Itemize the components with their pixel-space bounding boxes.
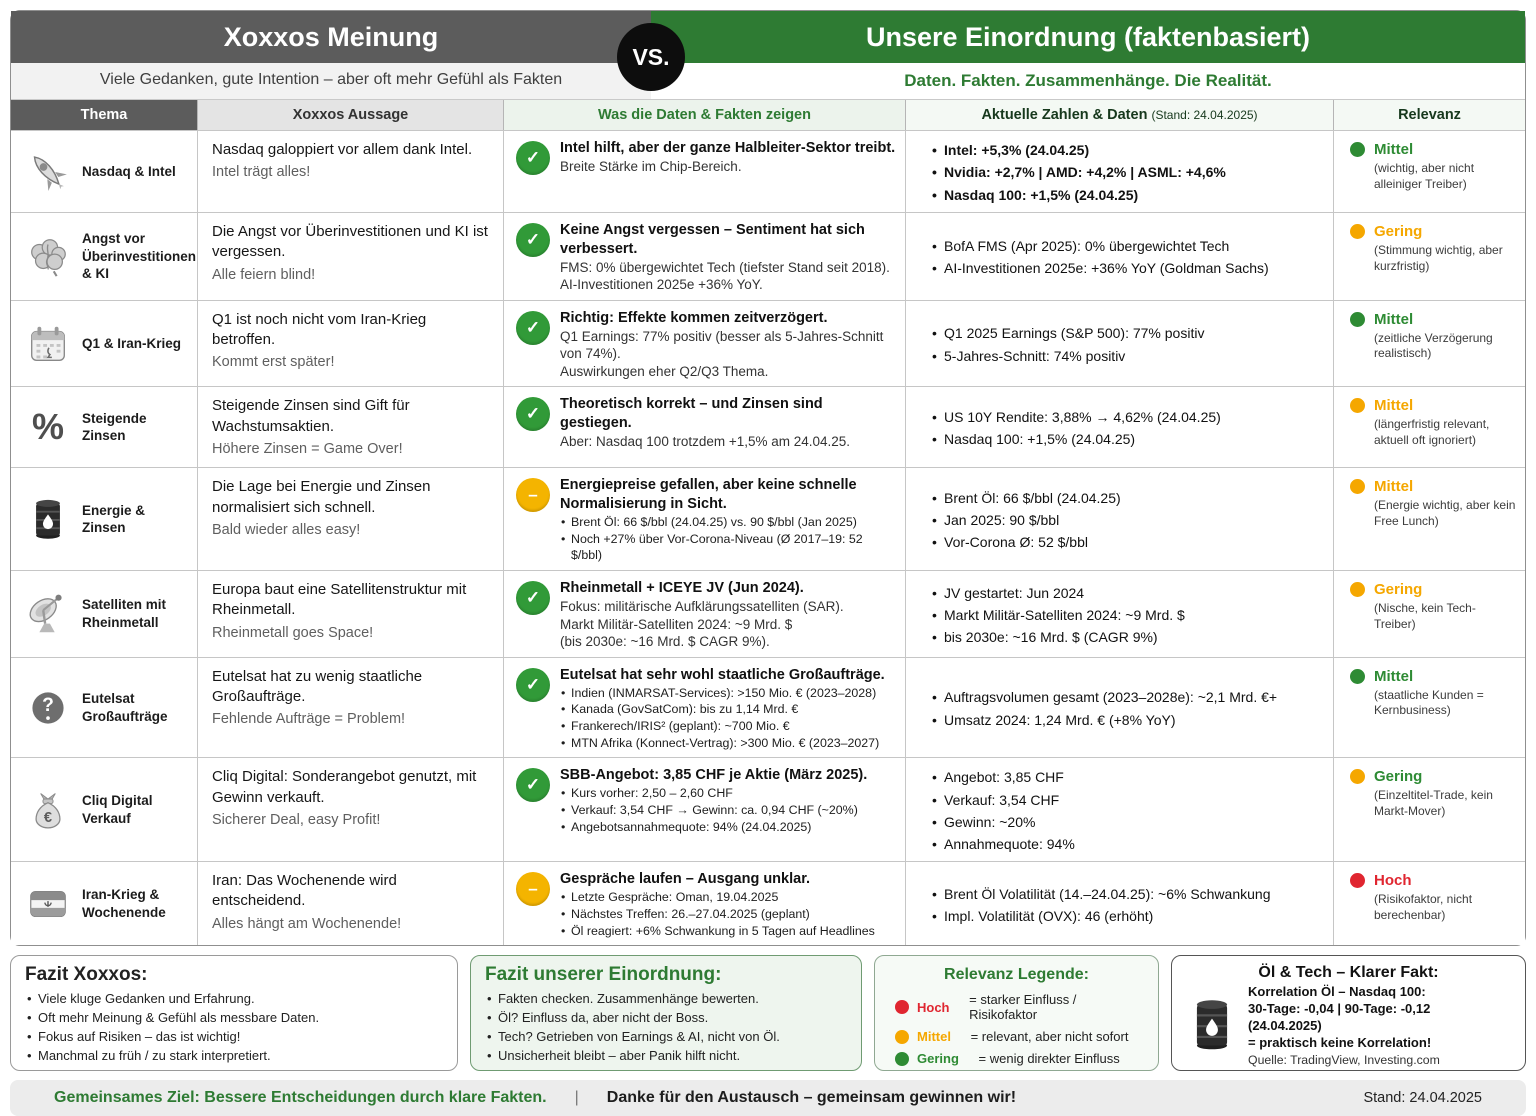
- fazit-bullet: • Fakten checken. Zusammenhänge bewerten.: [485, 990, 847, 1009]
- topic-label: Q1 & Iran-Krieg: [82, 335, 182, 351]
- legend-item: [895, 1051, 1144, 1066]
- topic-label: Energie & Zinsen: [82, 502, 146, 536]
- relevance-dot: [1350, 669, 1365, 684]
- check-icon: [516, 223, 550, 257]
- col-header-zahlen-note: (Stand: 24.04.2025): [1151, 108, 1258, 122]
- relevance-dot: [1350, 769, 1365, 784]
- satellite-dish-icon: [23, 589, 73, 639]
- oil-fact-line: = praktisch keine Korrelation!: [1248, 1034, 1432, 1050]
- col-header-zahlen: [906, 100, 1334, 130]
- fact-item: • AI-Investitionen 2025e: +36% YoY (Goldman Sachs): [930, 259, 1325, 277]
- legend-item: [895, 1029, 1144, 1044]
- rocket-icon: [23, 147, 73, 197]
- legend-desc: = starker Einfluss / Risikofaktor: [969, 992, 1077, 1023]
- facts-cell: [906, 468, 1334, 570]
- fact-item: • Jan 2025: 90 $/bbl: [930, 511, 1325, 529]
- verdict-sub: (bis 2030e: ~16 Mrd. $ CAGR 9%).: [560, 634, 770, 650]
- facts-cell: [906, 571, 1334, 656]
- status-glyph: ✓: [525, 317, 541, 337]
- claim-tagline: Alle feiern blind!: [212, 266, 316, 283]
- verdict-bullet: • Letzte Gespräche: Oman, 19.04.2025: [560, 889, 875, 906]
- svg-text:?: ?: [42, 694, 54, 716]
- topic-label: Iran-Krieg & Wochenende: [82, 887, 166, 920]
- oil-barrel-icon: [1186, 996, 1238, 1057]
- relevance-note: (wichtig, aber nicht alleiniger Treiber): [1374, 161, 1475, 191]
- claim-tagline: Sicherer Deal, easy Profit!: [212, 811, 381, 828]
- verdict-bullet: • Angebotsannahmequote: 94% (24.04.2025): [560, 819, 867, 836]
- status-glyph: ✓: [525, 674, 541, 694]
- oil-fact-title: Öl & Tech – Klarer Fakt:: [1258, 964, 1439, 982]
- fazit-bullet: • Oft mehr Meinung & Gefühl als messbare Daten.: [25, 1009, 443, 1028]
- table-row: [11, 757, 1525, 861]
- relevance-dot: [1350, 398, 1365, 413]
- status-glyph: –: [528, 485, 538, 505]
- check-icon: [516, 668, 550, 702]
- table-row: [11, 570, 1525, 656]
- check-icon: [516, 768, 550, 802]
- fact-item: • US 10Y Rendite: 3,88% → 4,62% (24.04.25): [930, 408, 1325, 426]
- fazit-einordnung-box: [470, 955, 862, 1071]
- claim-tagline: Höhere Zinsen = Game Over!: [212, 440, 403, 457]
- check-icon: [516, 141, 550, 175]
- col-header-fakten: Was die Daten & Fakten zeigen: [504, 100, 906, 130]
- vs-badge: [617, 23, 685, 91]
- claim-tagline: Intel trägt alles!: [212, 164, 311, 181]
- relevance-level: Mittel: [1374, 310, 1414, 328]
- verdict-title: Gespräche laufen – Ausgang unklar.: [560, 871, 811, 888]
- claim-text: Nasdaq galoppiert vor allem dank Intel.: [212, 141, 473, 158]
- verdict-bullet: • Nächstes Treffen: 26.–27.04.2025 (geplant): [560, 906, 875, 923]
- legend-title: Relevanz Legende:: [944, 966, 1089, 984]
- verdict-sub: Markt Militär-Satelliten 2024: ~9 Mrd. $: [560, 616, 793, 632]
- bar-divider: |: [574, 1089, 579, 1107]
- facts-cell: [906, 387, 1334, 467]
- fact-item: • Markt Militär-Satelliten 2024: ~9 Mrd. $: [930, 606, 1325, 624]
- col-header-aussage: Xoxxos Aussage: [198, 100, 504, 130]
- fazit-bullet: • Öl? Einfluss da, aber nicht der Boss.: [485, 1009, 847, 1028]
- status-glyph: –: [528, 879, 538, 899]
- relevance-note: (längerfristig relevant, aktuell oft ignoriert): [1374, 417, 1490, 447]
- brain-icon: [23, 231, 73, 281]
- fact-item: • 5-Jahres-Schnitt: 74% positiv: [930, 347, 1325, 365]
- verdict-title: Rheinmetall + ICEYE JV (Jun 2024).: [560, 580, 804, 597]
- left-title: Xoxxos Meinung: [11, 11, 651, 63]
- verdict-bullet: • Verkauf: 3,54 CHF → Gewinn: ca. 0,94 CHF (~20%): [560, 802, 867, 819]
- fact-item: • Vor-Corona Ø: 52 $/bbl: [930, 533, 1325, 551]
- fact-item: • Nasdaq 100: +1,5% (24.04.25): [930, 430, 1325, 448]
- facts-cell: [906, 301, 1334, 386]
- fact-item: • Brent Öl Volatilität (14.–24.04.25): ~6% Schwankung: [930, 885, 1325, 903]
- verdict-title: SBB-Angebot: 3,85 CHF je Aktie (März 2025).: [560, 767, 868, 784]
- check-icon: [516, 397, 550, 431]
- fact-item: • bis 2030e: ~16 Mrd. $ (CAGR 9%): [930, 628, 1325, 646]
- verdict-title: Richtig: Effekte kommen zeitverzögert.: [560, 309, 828, 326]
- verdict-bullet: • Öl reagiert: +6% Schwankung in 5 Tagen auf Headlines: [560, 923, 875, 940]
- status-glyph: ✓: [525, 775, 541, 795]
- relevance-dot: [1350, 142, 1365, 157]
- stand-date: Stand: 24.04.2025: [1363, 1090, 1482, 1107]
- fact-item: • Brent Öl: 66 $/bbl (24.04.25): [930, 489, 1325, 507]
- fazit-einordnung-title: Fazit unserer Einordnung:: [485, 964, 722, 986]
- facts-cell: [906, 131, 1334, 212]
- money-bag-icon: [23, 785, 73, 835]
- fact-item: • Gewinn: ~20%: [930, 813, 1325, 831]
- verdict-bullet: • Noch +27% über Vor-Corona-Niveau (Ø 2017–19: 52 $/bbl): [560, 531, 897, 564]
- topic-label: Eutelsat Großaufträge: [82, 691, 168, 724]
- verdict-sub: Fokus: militärische Aufklärungssatelliten (SAR).: [560, 599, 844, 615]
- table-row: [11, 386, 1525, 467]
- fact-item: • Verkauf: 3,54 CHF: [930, 791, 1325, 809]
- relevance-dot: [1350, 479, 1365, 494]
- minus-icon: [516, 478, 550, 512]
- topic-label: Cliq Digital Verkauf: [82, 793, 153, 826]
- calendar-icon: [23, 319, 73, 369]
- topic-label: Satelliten mit Rheinmetall: [82, 597, 167, 630]
- col-header-relevanz: Relevanz: [1334, 100, 1525, 130]
- claim-tagline: Alles hängt am Wochenende!: [212, 915, 402, 932]
- relevance-note: (Nische, kein Tech-Treiber): [1374, 601, 1476, 631]
- facts-cell: [906, 758, 1334, 861]
- legend-label: Gering: [917, 1051, 959, 1067]
- fact-item: • Annahmequote: 94%: [930, 835, 1325, 853]
- fact-item: • Auftragsvolumen gesamt (2023–2028e): ~2,1 Mrd. €+: [930, 688, 1325, 706]
- fazit-bullet: • Manchmal zu früh / zu stark interpretiert.: [25, 1047, 443, 1066]
- oil-fact-line: 30-Tage: -0,04 | 90-Tage: -0,12: [1248, 1001, 1431, 1017]
- fazit-bullet: • Tech? Getrieben von Earnings & AI, nicht von Öl.: [485, 1028, 847, 1047]
- verdict-sub: Breite Stärke im Chip-Bereich.: [560, 158, 742, 174]
- status-glyph: ✓: [525, 404, 541, 424]
- right-title: Unsere Einordnung (faktenbasiert): [651, 11, 1525, 63]
- relevance-note: (Stimmung wichtig, aber kurzfristig): [1374, 243, 1503, 273]
- col-header-zahlen-label: Aktuelle Zahlen & Daten: [981, 107, 1148, 123]
- verdict-sub: Auswirkungen eher Q2/Q3 Thema.: [560, 363, 769, 379]
- table-row: [11, 467, 1525, 570]
- relevance-dot: [1350, 582, 1365, 597]
- verdict-bullet: • MTN Afrika (Konnect-Vertrag): >300 Mio. € (2023–2027): [560, 735, 885, 752]
- topic-label: Angst vor Überinvestitionen & KI: [82, 231, 197, 282]
- check-icon: [516, 311, 550, 345]
- claim-text: Steigende Zinsen sind Gift für Wachstumsaktien.: [212, 397, 410, 435]
- verdict-sub: Aber: Nasdaq 100 trotzdem +1,5% am 24.04.25.: [560, 433, 851, 449]
- relevance-dot: [1350, 312, 1365, 327]
- status-glyph: ✓: [525, 148, 541, 167]
- right-subtitle: Daten. Fakten. Zusammenhänge. Die Realität.: [651, 63, 1525, 100]
- legend-desc: = relevant, aber nicht sofort: [970, 1029, 1129, 1045]
- verdict-sub: FMS: 0% übergewichtet Tech (tiefster Stand seit 2018). AI-Investitionen 2025e +36% YoY.: [560, 259, 890, 293]
- verdict-title: Intel hilft, aber der ganze Halbleiter-Sektor treibt.: [560, 140, 896, 156]
- legend-item: [895, 992, 1144, 1022]
- relevance-note: (staatliche Kunden = Kernbusiness): [1374, 687, 1484, 718]
- relevance-note: (zeitliche Verzögerung realistisch): [1374, 330, 1493, 361]
- relevance-level: Gering: [1374, 768, 1423, 786]
- iran-flag-icon: [23, 879, 73, 929]
- header: [11, 11, 1525, 100]
- question-icon: [23, 683, 73, 733]
- relevance-dot: [1350, 873, 1365, 888]
- relevance-legend-box: [874, 955, 1159, 1071]
- facts-cell: [906, 213, 1334, 300]
- relevance-note: (Risikofaktor, nicht berechenbar): [1374, 892, 1473, 922]
- verdict-bullet: • Brent Öl: 66 $/bbl (24.04.25) vs. 90 $/bbl (Jan 2025): [560, 514, 897, 531]
- fazit-bullet: • Unsicherheit bleibt – aber Panik hilft nicht.: [485, 1047, 847, 1066]
- fact-item: • Intel: +5,3% (24.04.25): [930, 141, 1325, 159]
- oil-barrel-icon: [23, 494, 73, 544]
- claim-text: Q1 ist noch nicht vom Iran-Krieg betroffen.: [212, 310, 427, 349]
- footer-boxes: [10, 955, 1526, 1071]
- verdict-title: Keine Angst vergessen – Sentiment hat sich verbessert.: [560, 222, 865, 257]
- claim-text: Eutelsat hat zu wenig staatliche Großaufträge.: [212, 667, 423, 705]
- table-row: [11, 212, 1525, 300]
- fact-item: • Impl. Volatilität (OVX): 46 (erhöht): [930, 907, 1325, 925]
- claim-tagline: Bald wieder alles easy!: [212, 521, 361, 538]
- topic-label: Steigende Zinsen: [82, 410, 147, 444]
- claim-tagline: Rheinmetall goes Space!: [212, 624, 374, 641]
- verdict-title: Energiepreise gefallen, aber keine schnelle Normalisierung in Sicht.: [560, 477, 857, 513]
- comparison-board: [10, 10, 1526, 946]
- claim-text: Iran: Das Wochenende wird entscheidend.: [212, 872, 397, 910]
- fact-item: • BofA FMS (Apr 2025): 0% übergewichtet Tech: [930, 237, 1325, 255]
- claim-text: Europa baut eine Satellitenstruktur mit Rheinmetall.: [212, 581, 467, 619]
- relevance-level: Mittel: [1374, 397, 1414, 415]
- claim-tagline: Kommt erst später!: [212, 354, 335, 371]
- relevance-level: Gering: [1374, 581, 1423, 599]
- fact-item: • Angebot: 3,85 CHF: [930, 768, 1325, 786]
- facts-cell: [906, 862, 1334, 945]
- relevance-dot: [1350, 224, 1365, 239]
- verdict-bullet: • Indien (INMARSAT-Services): >150 Mio. € (2023–2028): [560, 685, 885, 702]
- relevance-note: (Einzeltitel-Trade, kein Markt-Mover): [1374, 788, 1493, 819]
- legend-dot-hoch: [895, 1000, 909, 1014]
- relevance-level: Hoch: [1374, 872, 1412, 890]
- relevance-level: Gering: [1374, 223, 1423, 240]
- fazit-xoxxos-title: Fazit Xoxxos:: [25, 964, 148, 986]
- status-glyph: ✓: [525, 230, 541, 249]
- legend-desc: = wenig direkter Einfluss: [978, 1051, 1120, 1067]
- relevance-level: Mittel: [1374, 141, 1414, 158]
- goal-statement: Gemeinsames Ziel: Bessere Entscheidungen durch klare Fakten.: [54, 1089, 547, 1107]
- fazit-bullet: • Viele kluge Gedanken und Erfahrung.: [25, 990, 443, 1009]
- fact-item: • Nasdaq 100: +1,5% (24.04.25): [930, 186, 1325, 204]
- relevance-level: Mittel: [1374, 667, 1414, 685]
- column-headers: [11, 100, 1525, 130]
- col-header-thema: Thema: [11, 100, 198, 130]
- oil-fact-line: (24.04.2025): [1248, 1018, 1322, 1034]
- verdict-bullet: • Kanada (GovSatCom): bis zu 1,14 Mrd. €: [560, 701, 885, 718]
- oil-fact-source: Quelle: TradingView, Investing.com: [1248, 1052, 1440, 1067]
- relevance-note: (Energie wichtig, aber kein Free Lunch): [1374, 498, 1516, 528]
- status-glyph: ✓: [525, 588, 541, 608]
- oil-fact-line: Korrelation Öl – Nasdaq 100:: [1248, 984, 1426, 1000]
- thanks-statement: Danke für den Austausch – gemeinsam gewinnen wir!: [606, 1089, 1017, 1107]
- table-row: [11, 657, 1525, 758]
- svg-text:€: €: [43, 809, 53, 826]
- claim-text: Cliq Digital: Sonderangebot genutzt, mit Gewinn verkauft.: [212, 768, 477, 806]
- fact-item: • Q1 2025 Earnings (S&P 500): 77% positiv: [930, 324, 1325, 342]
- verdict-bullet: • Frankerech/IRIS² (geplant): ~700 Mio. €: [560, 718, 885, 735]
- fact-item: • JV gestartet: Jun 2024: [930, 584, 1325, 602]
- legend-label: Mittel: [917, 1029, 951, 1045]
- minus-icon: [516, 872, 550, 906]
- check-icon: [516, 581, 550, 615]
- claim-text: Die Lage bei Energie und Zinsen normalisiert sich schnell.: [212, 478, 431, 516]
- fact-item: • Nvidia: +2,7% | AMD: +4,2% | ASML: +4,6%: [930, 163, 1325, 181]
- legend-label: Hoch: [917, 999, 950, 1015]
- fact-item: • Umsatz 2024: 1,24 Mrd. € (+8% YoY): [930, 711, 1325, 729]
- oil-tech-fact-box: [1171, 955, 1526, 1071]
- topic-label: Nasdaq & Intel: [82, 163, 176, 179]
- table-row: [11, 300, 1525, 386]
- legend-dot-mittel: [895, 1030, 909, 1044]
- table-row: [11, 861, 1525, 945]
- verdict-bullet: • Kurs vorher: 2,50 – 2,60 CHF: [560, 785, 867, 802]
- fazit-bullet: • Fokus auf Risiken – das ist wichtig!: [25, 1028, 443, 1047]
- vs-label: VS.: [632, 43, 670, 70]
- claim-tagline: Fehlende Aufträge = Problem!: [212, 711, 406, 728]
- verdict-title: Eutelsat hat sehr wohl staatliche Großaufträge.: [560, 666, 885, 683]
- bottom-bar: [10, 1080, 1526, 1116]
- facts-cell: [906, 658, 1334, 758]
- percent-icon: %: [31, 406, 64, 448]
- claim-text: Die Angst vor Überinvestitionen und KI ist vergessen.: [212, 223, 488, 261]
- table-row: [11, 130, 1525, 212]
- left-subtitle: Viele Gedanken, gute Intention – aber oft mehr Gefühl als Fakten: [11, 63, 651, 100]
- fazit-xoxxos-box: [10, 955, 458, 1071]
- legend-dot-gering: [895, 1052, 909, 1066]
- relevance-level: Mittel: [1374, 478, 1414, 496]
- verdict-sub: Q1 Earnings: 77% positiv (besser als 5-Jahres-Schnitt von 74%).: [560, 328, 884, 362]
- verdict-title: Theoretisch korrekt – und Zinsen sind gestiegen.: [560, 396, 823, 432]
